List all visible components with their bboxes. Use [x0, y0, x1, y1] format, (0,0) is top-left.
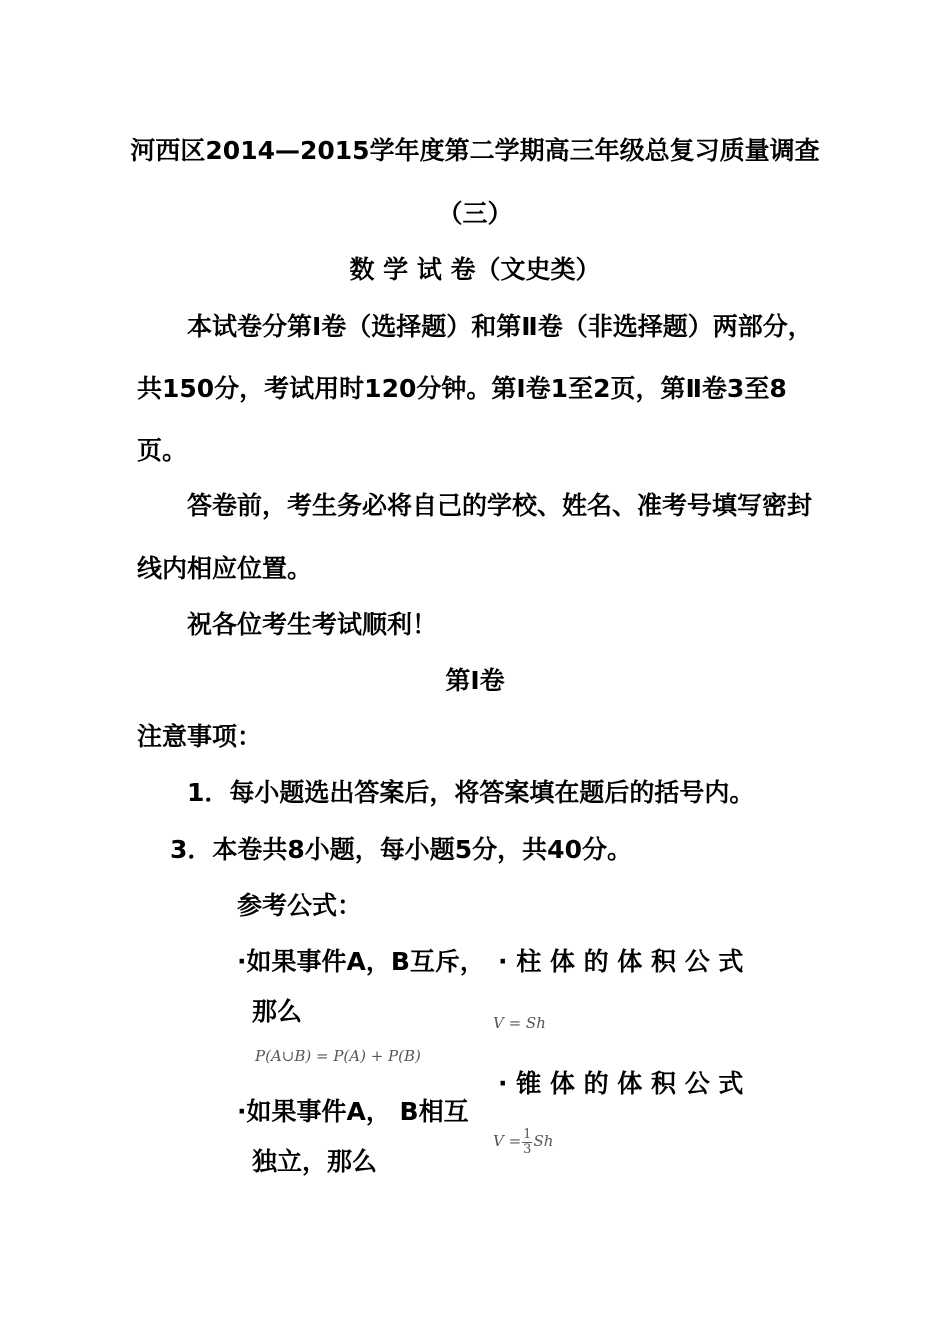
intro-paragraph-1-line-3: 页。	[137, 436, 188, 465]
note-3: 3．本卷共8小题，每小题5分，共40分。	[170, 835, 632, 864]
formula-right-1-label: · 柱 体 的 体 积 公 式	[498, 947, 744, 976]
paper-name: 数 学 试 卷（文史类）	[349, 255, 601, 284]
fraction-one-third	[522, 1128, 532, 1156]
formula-left-1-line-1: ·如果事件A，B互斥，	[237, 947, 485, 976]
note-1: 1．每小题选出答案后，将答案填在题后的括号内。	[187, 778, 755, 807]
formula-right-2-label: · 锥 体 的 体 积 公 式	[498, 1069, 744, 1098]
formulas-title: 参考公式：	[237, 891, 363, 920]
intro-paragraph-1-line-2: 共150分，考试用时120分钟。第Ⅰ卷1至2页，第Ⅱ卷3至8	[137, 374, 787, 403]
formula-left-2-line-2: 独立，那么	[252, 1147, 378, 1176]
section-heading: 第Ⅰ卷	[445, 666, 505, 695]
formula-pyramid-volume	[493, 1128, 553, 1156]
formula-union-probability: P(A∪B) = P(A) + P(B)	[255, 1047, 421, 1065]
formula-left-2-line-1: ·如果事件A， B相互	[237, 1097, 469, 1126]
notes-title: 注意事项：	[137, 722, 263, 751]
fraction-denominator: 3	[523, 1141, 532, 1157]
page-title: 河西区2014—2015学年度第二学期高三年级总复习质量调查	[130, 136, 820, 165]
page-subtitle: （三）	[437, 199, 513, 228]
intro-paragraph-2-line-2: 线内相应位置。	[137, 554, 313, 583]
formula-pyramid-prefix: V =	[493, 1132, 522, 1151]
good-luck-line: 祝各位考生考试顺利！	[187, 610, 438, 639]
fraction-numerator: 1	[523, 1127, 532, 1142]
formula-prism-volume: V = Sh	[493, 1014, 546, 1032]
intro-paragraph-2-line-1: 答卷前，考生务必将自己的学校、姓名、准考号填写密封	[187, 491, 813, 520]
formula-pyramid-suffix: Sh	[533, 1132, 554, 1151]
intro-paragraph-1-line-1: 本试卷分第Ⅰ卷（选择题）和第Ⅱ卷（非选择题）两部分，	[187, 312, 813, 341]
formula-left-1-line-2: 那么	[252, 997, 303, 1026]
